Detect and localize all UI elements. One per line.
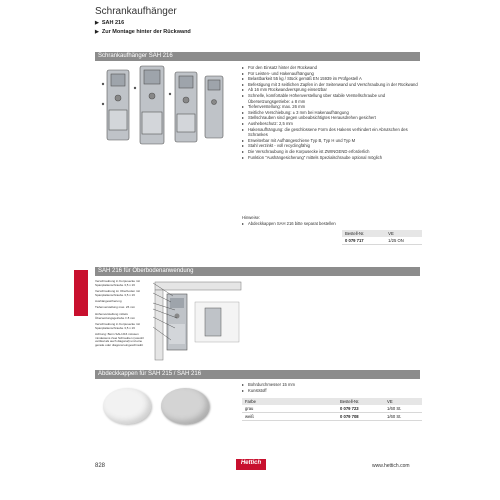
list-item: ▸ Tiefenverstellung: max. 26 mm <box>242 104 422 110</box>
cap-white <box>103 388 151 424</box>
table-cell: 0 079 723 <box>337 405 384 413</box>
list-item: ▸ Befestigung mit 3 seitlichen Zapfen in der Seitenwand und Verschraubung in der Rückwand <box>242 82 422 88</box>
page-title: Schrankaufhänger <box>95 6 177 17</box>
list-item: ▸ Für den Einsatz hinter der Rückwand <box>242 65 422 71</box>
arrow-right-icon: ▶ <box>95 20 99 26</box>
table-cell: 1/60 St. <box>384 413 422 421</box>
arrow-right-icon: ▶ <box>95 29 99 35</box>
table-header: VE <box>385 230 422 237</box>
list-item: ▸ Ab 16 mm Rückwandversprung einsetzbar <box>242 87 422 93</box>
page-number: 828 <box>95 463 106 469</box>
table-row <box>242 405 422 413</box>
list-item: ▸ Bohrdurchmesser 15 mm <box>242 382 422 388</box>
annotation-warning: Achtung: Beim SAH 216 müssen mindestens zwei Schrauben (sowohl vertikal als auch diagonal) und eine gerade oder diagonal eingeschraubt <box>95 332 144 347</box>
list-item: ▸ Erweiterbar mit Aufhängeschiene Typ B, Typ H und Typ M <box>242 138 422 144</box>
table-header: Farbe <box>242 398 337 405</box>
order-table-sah216 <box>342 230 422 245</box>
table-cell: 1/25 ON <box>385 237 422 245</box>
list-item: ▸ Die Verschraubung in die Korpusecke ist ZWINGEND erforderlich <box>242 149 422 155</box>
annotation: Verschraubung im Oberboden mit Spanplattenschraube 3,5 x 16 <box>95 289 140 297</box>
table-cell: weiß <box>242 413 337 421</box>
order-table-caps <box>242 398 422 421</box>
cover-caps-image <box>95 382 235 432</box>
list-item: ▸ Seitliche Verschiebung: ± 3 mm bei Hakenaufhängung <box>242 110 422 116</box>
list-item: ▸ Aushebeschutz: 2,5 mm <box>242 121 422 127</box>
notes-block <box>242 215 422 226</box>
list-item: ▸ Für Leisten- und Hakenaufhängung <box>242 71 422 77</box>
table-row <box>342 237 422 245</box>
list-item: ▸ Funktion "Aushängesicherung" mittels Spezialschraube optional möglich <box>242 155 422 161</box>
list-item: ▸ Kunststoff <box>242 388 422 394</box>
website-link[interactable]: www.hettich.com <box>372 463 410 469</box>
table-cell: 0 079 717 <box>342 237 385 245</box>
subtitle-product: ▶ SAH 216 <box>95 20 125 26</box>
annotation: Aushängesicherung <box>95 299 122 303</box>
table-header: Bestell-Nr. <box>342 230 385 237</box>
feature-list-caps <box>242 382 422 393</box>
list-item: ▸ Stahl verzinkt - voll recyclingfähig <box>242 143 422 149</box>
mounting-diagram <box>95 280 255 362</box>
table-cell: 1/60 St. <box>384 405 422 413</box>
mounting-drawing <box>153 280 243 362</box>
subtitle-mounting: ▶ Zur Montage hinter der Rückwand <box>95 29 191 35</box>
table-header: Bestell-Nr. <box>337 398 384 405</box>
list-item: ▸ Belastbarkeit 55 kg / Stück gemäß EN 15939 im Prüfgestell A <box>242 76 422 82</box>
annotation: Höhenverstellung mittels Übersetzungsgetriebe ± 8 mm <box>95 312 136 320</box>
list-item: ▸ Abdeckkappen SAH 216 bitte separat bestellen <box>242 221 422 227</box>
table-cell: 0 079 708 <box>337 413 384 421</box>
annotation: Tiefenverstellung max. 26 mm <box>95 305 136 309</box>
table-cell: grau <box>242 405 337 413</box>
feature-list-sah216 <box>242 65 422 160</box>
annotation: Verschraubung in Korpusecke mit Spanplattenschraube 3,5 x 16 <box>95 322 140 330</box>
cap-grey <box>161 388 209 424</box>
section-bar-caps: Abdeckkappen für SAH 215 / SAH 216 <box>95 370 420 379</box>
table-header: VE <box>384 398 422 405</box>
hettich-logo: Hettich <box>236 459 266 470</box>
annotation: Verschraubung in Korpusecke mit Spanplattenschraube 3,5 x 16 <box>95 279 140 287</box>
section-bar-top-panel: SAH 216 für Oberbodenanwendung <box>95 267 420 276</box>
chapter-tab <box>74 270 88 316</box>
notes-title: Hinweise: <box>242 215 261 220</box>
list-item: ▸ Hakenaufhängung: die geschlossene Form des Hakens verhindert ein Abrutschen des Schrankes <box>242 127 422 138</box>
table-row <box>242 413 422 421</box>
list-item: ▸ Schnelle, komfortable Höhenverstellung über stabile Verstellschraube und Übersetzungsgetriebe: ± 8 mm <box>242 93 422 104</box>
product-image-sah216 <box>95 64 235 154</box>
section-bar-sah216: Schrankaufhänger SAH 216 <box>95 52 420 61</box>
list-item: ▸ Stellschrauben sind gegen unbeabsichtigtes Herausdrehen gesichert <box>242 115 422 121</box>
